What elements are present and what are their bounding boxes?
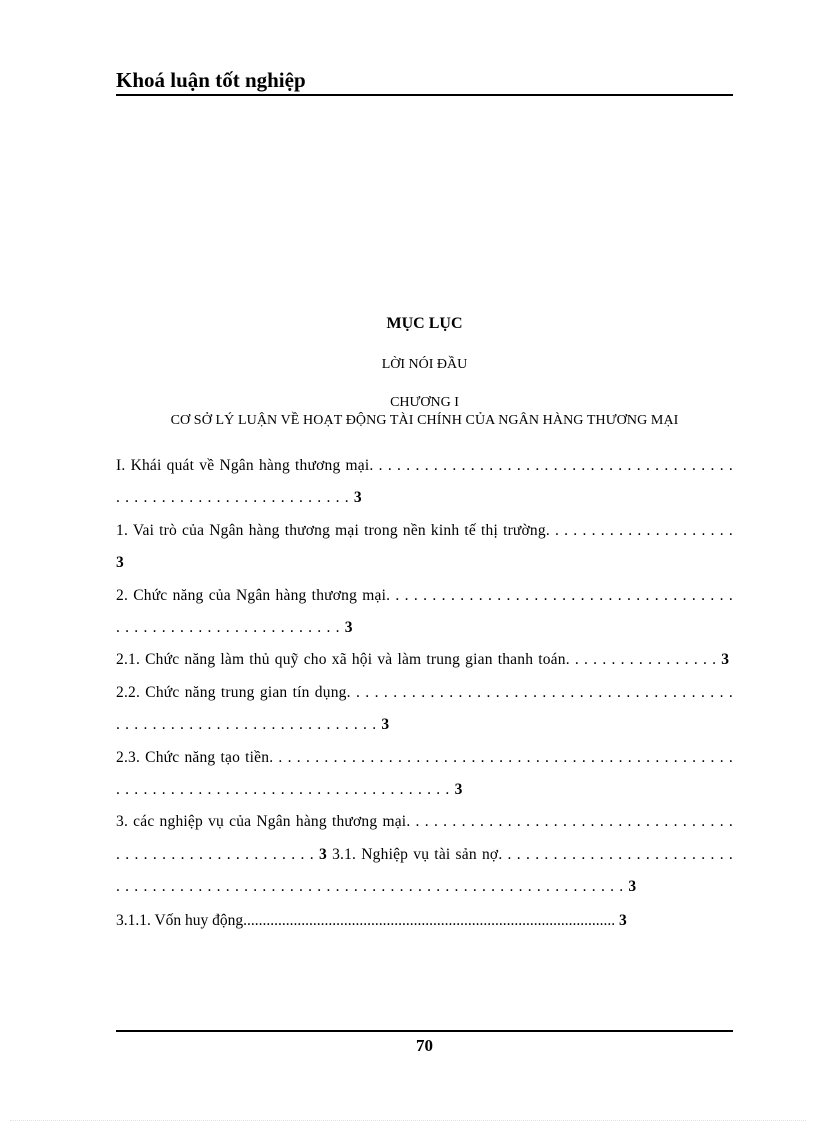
toc-preface: LỜI NÓI ĐẦU — [381, 357, 468, 372]
toc-entry-text: 1. Vai trò của Ngân hàng thương mại trong nền kinh tế thị trường — [116, 521, 546, 539]
toc-entry-page: 3 — [318, 845, 327, 863]
page-bottom-border — [10, 1120, 806, 1121]
toc-entry-page: 3 — [721, 651, 730, 669]
toc-entry-page: 3 — [454, 781, 463, 799]
toc-entry[interactable] — [116, 580, 733, 645]
toc-entry[interactable] — [116, 450, 733, 515]
toc-entry-page: 3 — [344, 619, 353, 637]
toc-heading: MỤC LỤC — [386, 315, 463, 332]
toc-entry-leader: . . . . . . . . . . . . . . . . . . . . . . . . . . . . . . . . . . . . . . . . . . . . . . . . . . . . . . . . . . . . . . . . . . — [116, 457, 733, 507]
toc-entry-text: 2.2. Chức năng trung gian tín dụng — [116, 683, 347, 701]
toc-entry-leader: . . . . . . . . . . . . . . . . . . . . . . . . . . . . . . . . . . . . . . . . . . . . . . . . . . . . . . . . . . — [116, 813, 734, 863]
chapter-title: CƠ SỞ LÝ LUẬN VỀ HOẠT ĐỘNG TÀI CHÍNH CỦA NGÂN HÀNG THƯƠNG MẠI — [170, 413, 679, 428]
toc-entry-page: 3 — [116, 554, 124, 572]
toc-entry[interactable] — [116, 644, 733, 676]
toc-entry-text: 2. Chức năng của Ngân hàng thương mại — [116, 586, 387, 604]
toc-entry-text: 3. các nghiệp vụ của Ngân hàng thương mại — [116, 813, 407, 831]
header-divider — [116, 94, 733, 96]
toc-entry-leader: . . . . . . . . . . . . . . . . . . . . . . . . . . . . . . . . . . . . . . . . . . . . . . . . . . . . . . . . . . . . . . . . . . . . . . . . . . . . . . . . . . . . . . . . — [116, 748, 734, 799]
toc-entry-leader: . . . . . . . . . . . . . . . . . . . . . . . . . . . . . . . . . . . . . . . . . . . . . . . . . . . . . . . . . . . . . . . — [116, 586, 733, 637]
chapter-number: CHƯƠNG I — [390, 395, 459, 410]
toc-entry[interactable] — [116, 677, 733, 742]
toc-entry[interactable] — [116, 742, 733, 807]
footer-divider — [116, 1030, 733, 1032]
toc-entry-text: 3.1.1. Vốn huy động — [116, 911, 244, 929]
footer-page-number: 70 — [416, 1036, 433, 1055]
toc-entry[interactable] — [116, 806, 733, 903]
toc-entry-text: 2.1. Chức năng làm thủ quỹ cho xã hội và làm trung gian thanh toán — [116, 651, 566, 669]
header-title: Khoá luận tốt nghiệp — [116, 68, 306, 92]
toc-entry-leader: ................................................................................................ — [243, 911, 616, 929]
toc-entry-leader: . . . . . . . . . . . . . . . . . — [565, 651, 717, 669]
toc-entry-text: I. Khái quát về Ngân hàng thương mại — [116, 457, 370, 474]
toc-entry-text: 2.3. Chức năng tạo tiền — [116, 748, 270, 766]
toc-entry-leader: . . . . . . . . . . . . . . . . . . . . . — [545, 521, 734, 539]
toc-entries — [116, 450, 733, 951]
toc-entry[interactable] — [116, 515, 733, 580]
toc-entry-page: 3 — [353, 489, 362, 507]
toc-entry-page: 3 — [381, 716, 390, 734]
toc-entry-page: 3 — [619, 911, 627, 929]
toc-entry[interactable] — [116, 906, 733, 936]
toc-entry-text: 3.1. Nghiệp vụ tài sản nợ — [332, 845, 499, 863]
toc-entry-leader: . . . . . . . . . . . . . . . . . . . . . . . . . . . . . . . . . . . . . . . . . . . . . . . . . . . . . . . . . . . . . . . . . . . . . . . — [116, 683, 733, 734]
toc-entry-page: 3 — [628, 878, 637, 896]
toc-entry-leader: . . . . . . . . . . . . . . . . . . . . . . . . . . . . . . . . . . . . . . . . . . . . . . . . . . . . . . . . . . . . . . . . . . . . . . . . . . . . . . . . . . — [116, 845, 734, 896]
